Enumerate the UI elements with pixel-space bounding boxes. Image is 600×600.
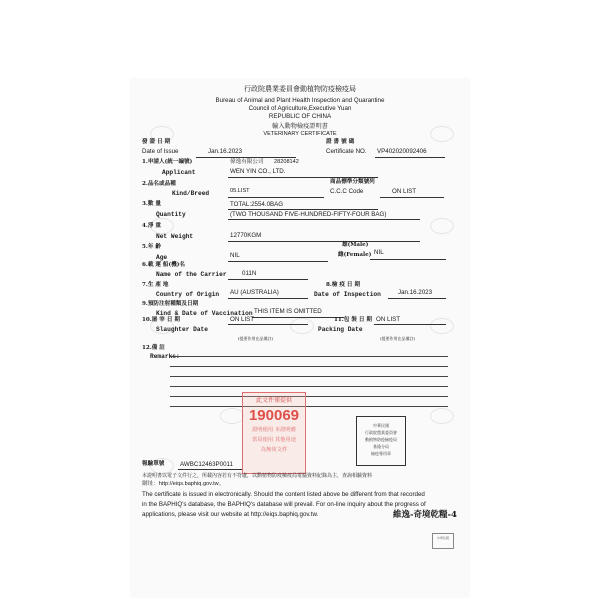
remarks-label-en: Remarks: xyxy=(150,353,180,360)
certificate-title-zh: 輸入動物檢疫證明書 xyxy=(272,123,328,130)
certificate-number-label-zh: 證 書 號 碼 xyxy=(326,139,355,145)
country-name: REPUBLIC OF CHINA xyxy=(268,113,332,120)
quantity-value-words: (TWO THOUSAND FIVE-HUNDRED-FIFTY-FOUR BAG) xyxy=(230,211,387,218)
ccc-code-label-zh: 商品標準分類號列 xyxy=(330,179,375,185)
quantity-label-zh: 3.數 量 xyxy=(142,201,161,207)
quantity-value: TOTAL:2554.0BAG xyxy=(230,201,284,208)
approval-stamp-line: 證明使用 本證明應 xyxy=(251,427,297,433)
sex-value: NIL xyxy=(374,249,384,256)
footer-url-zh: 網址：http://eiqs.baphiq.gov.tw。 xyxy=(142,481,225,487)
applicant-name-zh: 偉逸有限公司 xyxy=(230,159,264,165)
seal-line: 檢疫專用章 xyxy=(371,451,391,456)
sex-female-label: 雌(Female) xyxy=(338,252,372,258)
vaccination-label-en: Kind & Date of Vaccination xyxy=(156,310,253,317)
watermark-swirl xyxy=(430,218,454,234)
mini-seal: 中華民國 xyxy=(432,533,454,549)
slaughter-date-label-zh: 10.屠 宰 日 期 xyxy=(142,317,180,323)
applicant-name-en: WEN YIN CO., LTD. xyxy=(230,168,286,175)
watermark-swirl xyxy=(220,408,244,424)
quantity-label-en: Quantity xyxy=(156,211,186,218)
applicant-label-en: Applicant xyxy=(162,169,196,176)
issue-date-label-en: Date of Issue xyxy=(142,148,179,155)
age-label-zh: 5.年 齡 xyxy=(142,244,161,250)
slaughter-date-note: (提要作用在品備註) xyxy=(238,336,274,341)
handwritten-note: 維逸-奇境乾糧-4 xyxy=(393,510,457,520)
kind-label-en: Kind/Breed xyxy=(172,190,210,197)
report-number-label: 報驗單號 xyxy=(142,461,165,467)
packing-date-value: ON LIST xyxy=(376,316,401,323)
slaughter-date-label-en: Slaughter Date xyxy=(156,326,208,333)
seal-line: 行政院農業委員會 xyxy=(365,430,397,435)
footer-note-en: The certificate is issued in electronically. Should the content listed above be different from that recorded xyxy=(142,491,425,498)
issue-date-label-zh: 發 證 日 期 xyxy=(142,139,171,145)
approval-stamp-header: 此文件僅提供 xyxy=(255,397,292,404)
packing-date-label-en: Packing Date xyxy=(318,326,363,333)
seal-line: 基隆分局 xyxy=(373,444,389,449)
issue-date-value: Jan.16.2023 xyxy=(208,148,243,155)
agency-name-en: Bureau of Animal and Plant Health Inspection and Quarantine xyxy=(215,97,385,104)
inspection-date-label-en: Date of Inspection xyxy=(314,291,381,298)
watermark-swirl xyxy=(290,318,314,334)
seal-line: 動植物防疫檢疫局 xyxy=(365,437,397,442)
certificate-title-en: VETERINARY CERTIFICATE xyxy=(263,131,337,137)
certificate-number-label-en: Certificate NO. xyxy=(326,148,367,155)
approval-stamp-number: 190069 xyxy=(248,407,300,424)
report-number-value: AWBC12463P0011 xyxy=(180,461,233,468)
approval-stamp-line: 為無效文件 xyxy=(260,447,288,453)
official-seal xyxy=(356,416,406,466)
certificate-number-value: VP402020092406 xyxy=(377,148,427,155)
applicant-id: 28208142 xyxy=(274,159,299,165)
net-weight-value: 12770KGM xyxy=(230,232,262,239)
sex-male-label: 雄(Male) xyxy=(342,242,369,248)
watermark-swirl xyxy=(430,318,454,334)
age-value: NIL xyxy=(230,252,240,259)
origin-value: AU (AUSTRALIA) xyxy=(230,289,279,296)
age-label-en: Age xyxy=(156,254,168,261)
watermark-swirl xyxy=(430,408,454,424)
packing-date-label-zh: 11.包 裝 日 期 xyxy=(334,317,372,323)
agency-name-zh: 行政院農業委員會動植物防疫檢疫局 xyxy=(244,85,356,93)
kind-label-zh: 2.品名或品種 xyxy=(142,181,176,187)
kind-value: 05.LIST xyxy=(230,188,250,194)
inspection-date-label-zh: 8.檢 疫 日 期 xyxy=(326,282,361,288)
packing-date-note: (提要作用在品備註) xyxy=(380,336,416,341)
seal-line: 中華民國 xyxy=(373,423,389,428)
carrier-label-zh: 6.載 運 船(機)名 xyxy=(142,262,185,268)
approval-stamp xyxy=(242,392,306,474)
approval-stamp-line: 當局使用 其他用途 xyxy=(251,437,297,443)
footer-note-en: in the BAPHIQ's database, the BAPHIQ's database will prevail. For on-line inquiry about the progress of xyxy=(142,501,426,508)
ccc-code-label-en: C.C.C Code xyxy=(330,188,364,195)
carrier-value: 011N xyxy=(242,270,257,277)
remarks-label-zh: 12.備 註 xyxy=(142,345,165,351)
inspection-date-value: Jan.16.2023 xyxy=(398,289,433,296)
applicant-label-zh: 1.申請人(統一編號) xyxy=(142,159,193,165)
footer-note-en: applications, please visit our website at http://eiqs.baphiq.gov.tw. xyxy=(142,511,319,518)
slaughter-date-value: ON LIST xyxy=(230,316,255,323)
footer-note-zh: 本證明書以電子文件行之，所載內容若有不符處，以動植物防疫檢疫局電腦資料紀錄為主，查詢相驗資料 xyxy=(142,473,373,479)
net-weight-label-en: Net Weight xyxy=(156,233,194,240)
certificate-page xyxy=(130,78,470,598)
vaccination-label-zh: 9.預防注射種類及日期 xyxy=(142,301,199,307)
carrier-label-en: Name of the Carrier xyxy=(156,271,227,278)
origin-label-en: Country of Origin xyxy=(156,291,220,298)
net-weight-label-zh: 4.淨 重 xyxy=(142,223,161,229)
agency-council-en: Council of Agriculture,Executive Yuan xyxy=(248,105,352,112)
vaccination-value: THIS ITEM IS OMITTED xyxy=(254,308,322,315)
origin-label-zh: 7.生 產 地 xyxy=(142,282,169,288)
ccc-code-value: ON LIST xyxy=(392,188,417,195)
